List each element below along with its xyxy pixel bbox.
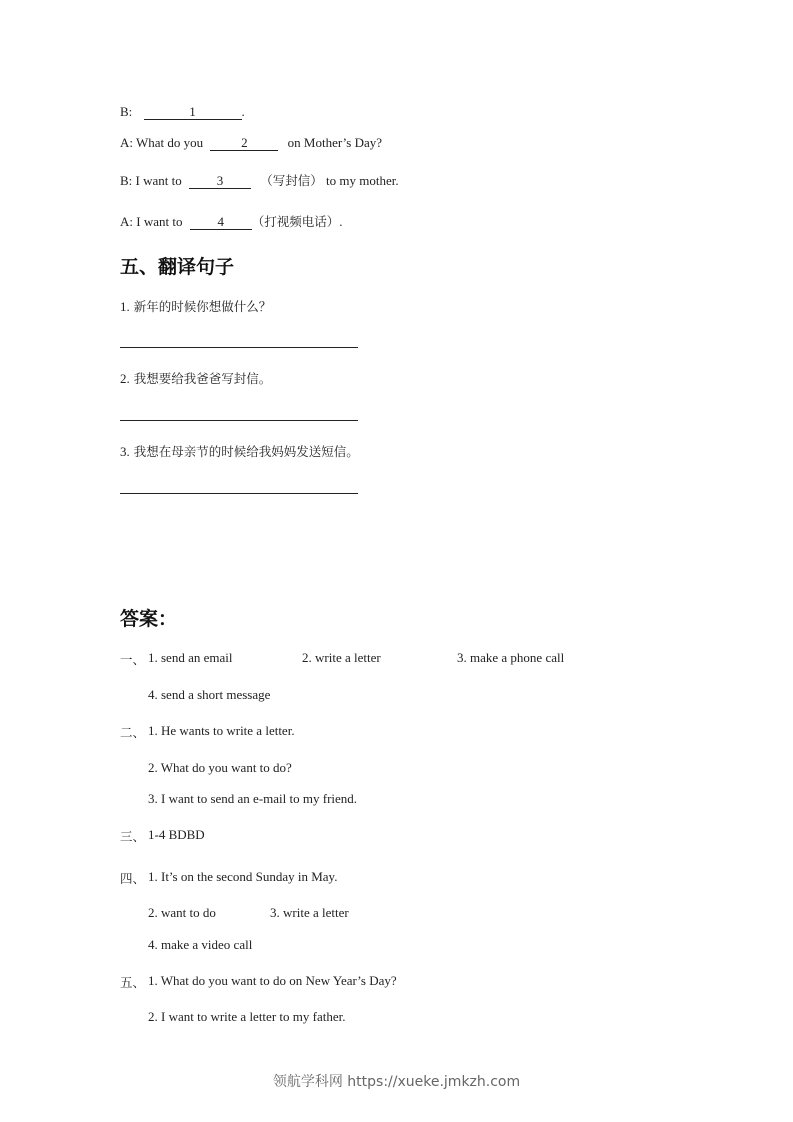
item-number: 3.	[120, 444, 130, 459]
footer-watermark: 领航学科网 https://xueke.jmkzh.com	[272, 1074, 521, 1090]
dialogue-text: on Mother’s Day?	[287, 135, 383, 150]
chinese-hint: （打视频电话）	[251, 214, 340, 229]
answer-item: 3. make a phone call	[457, 650, 565, 665]
blank-2: 2	[210, 136, 278, 151]
dialogue-line-1	[120, 104, 245, 120]
answer-line-3[interactable]	[120, 493, 358, 494]
punctuation: .	[241, 104, 245, 119]
answer-item: 2. What do you want to do?	[148, 760, 292, 775]
item-number: 2.	[120, 371, 130, 386]
answer-section-label-5: 五、	[120, 975, 146, 990]
translate-item-3	[120, 442, 359, 460]
answer-line-1[interactable]	[120, 347, 358, 348]
answer-section-label-2: 二、	[120, 725, 146, 740]
answer-item: 1-4 BDBD	[148, 827, 205, 842]
chinese-hint: （写封信）	[260, 173, 323, 188]
blank-3: 3	[189, 174, 251, 189]
answer-item: 1. It’s on the second Sunday in May.	[148, 869, 338, 884]
answer-item: 4. send a short message	[148, 687, 271, 702]
blank-4: 4	[190, 215, 252, 230]
dialogue-text: to my mother.	[326, 173, 399, 188]
speaker-label: B:	[120, 104, 133, 119]
dialogue-text: B: I want to	[120, 173, 182, 188]
translate-item-1	[120, 297, 271, 315]
item-text: 我想在母亲节的时候给我妈妈发送短信。	[133, 444, 359, 459]
answer-item: 2. I want to write a letter to my father.	[148, 1009, 346, 1024]
punctuation: .	[339, 214, 343, 229]
answer-item: 1. He wants to write a letter.	[148, 723, 295, 738]
answer-item: 1. send an email	[148, 650, 233, 665]
item-text: 我想要给我爸爸写封信。	[133, 371, 272, 386]
answer-section-label-4: 四、	[120, 871, 146, 886]
dialogue-text: A: What do you	[120, 135, 204, 150]
answer-section-label-3: 三、	[120, 829, 146, 844]
item-text: 新年的时候你想做什么？	[133, 299, 272, 314]
translate-item-2	[120, 369, 271, 387]
section-title-translate: 五、翻译句子	[120, 256, 235, 278]
answer-item: 2. write a letter	[302, 650, 381, 665]
answer-item: 3. I want to send an e-mail to my friend.	[148, 791, 358, 806]
answers-title: 答案：	[120, 608, 178, 630]
answer-item: 2. want to do	[148, 905, 216, 920]
answer-item: 3. write a letter	[270, 905, 349, 920]
dialogue-line-4	[120, 212, 342, 230]
dialogue-text: A: I want to	[120, 214, 183, 229]
blank-1: 1	[144, 105, 242, 120]
answer-section-label-1: 一、	[120, 652, 146, 667]
dialogue-line-3	[120, 171, 399, 189]
answer-line-2[interactable]	[120, 420, 358, 421]
item-number: 1.	[120, 299, 130, 314]
answer-item: 4. make a video call	[148, 937, 253, 952]
dialogue-line-2	[120, 135, 382, 151]
answer-item: 1. What do you want to do on New Year’s Day?	[148, 973, 397, 988]
